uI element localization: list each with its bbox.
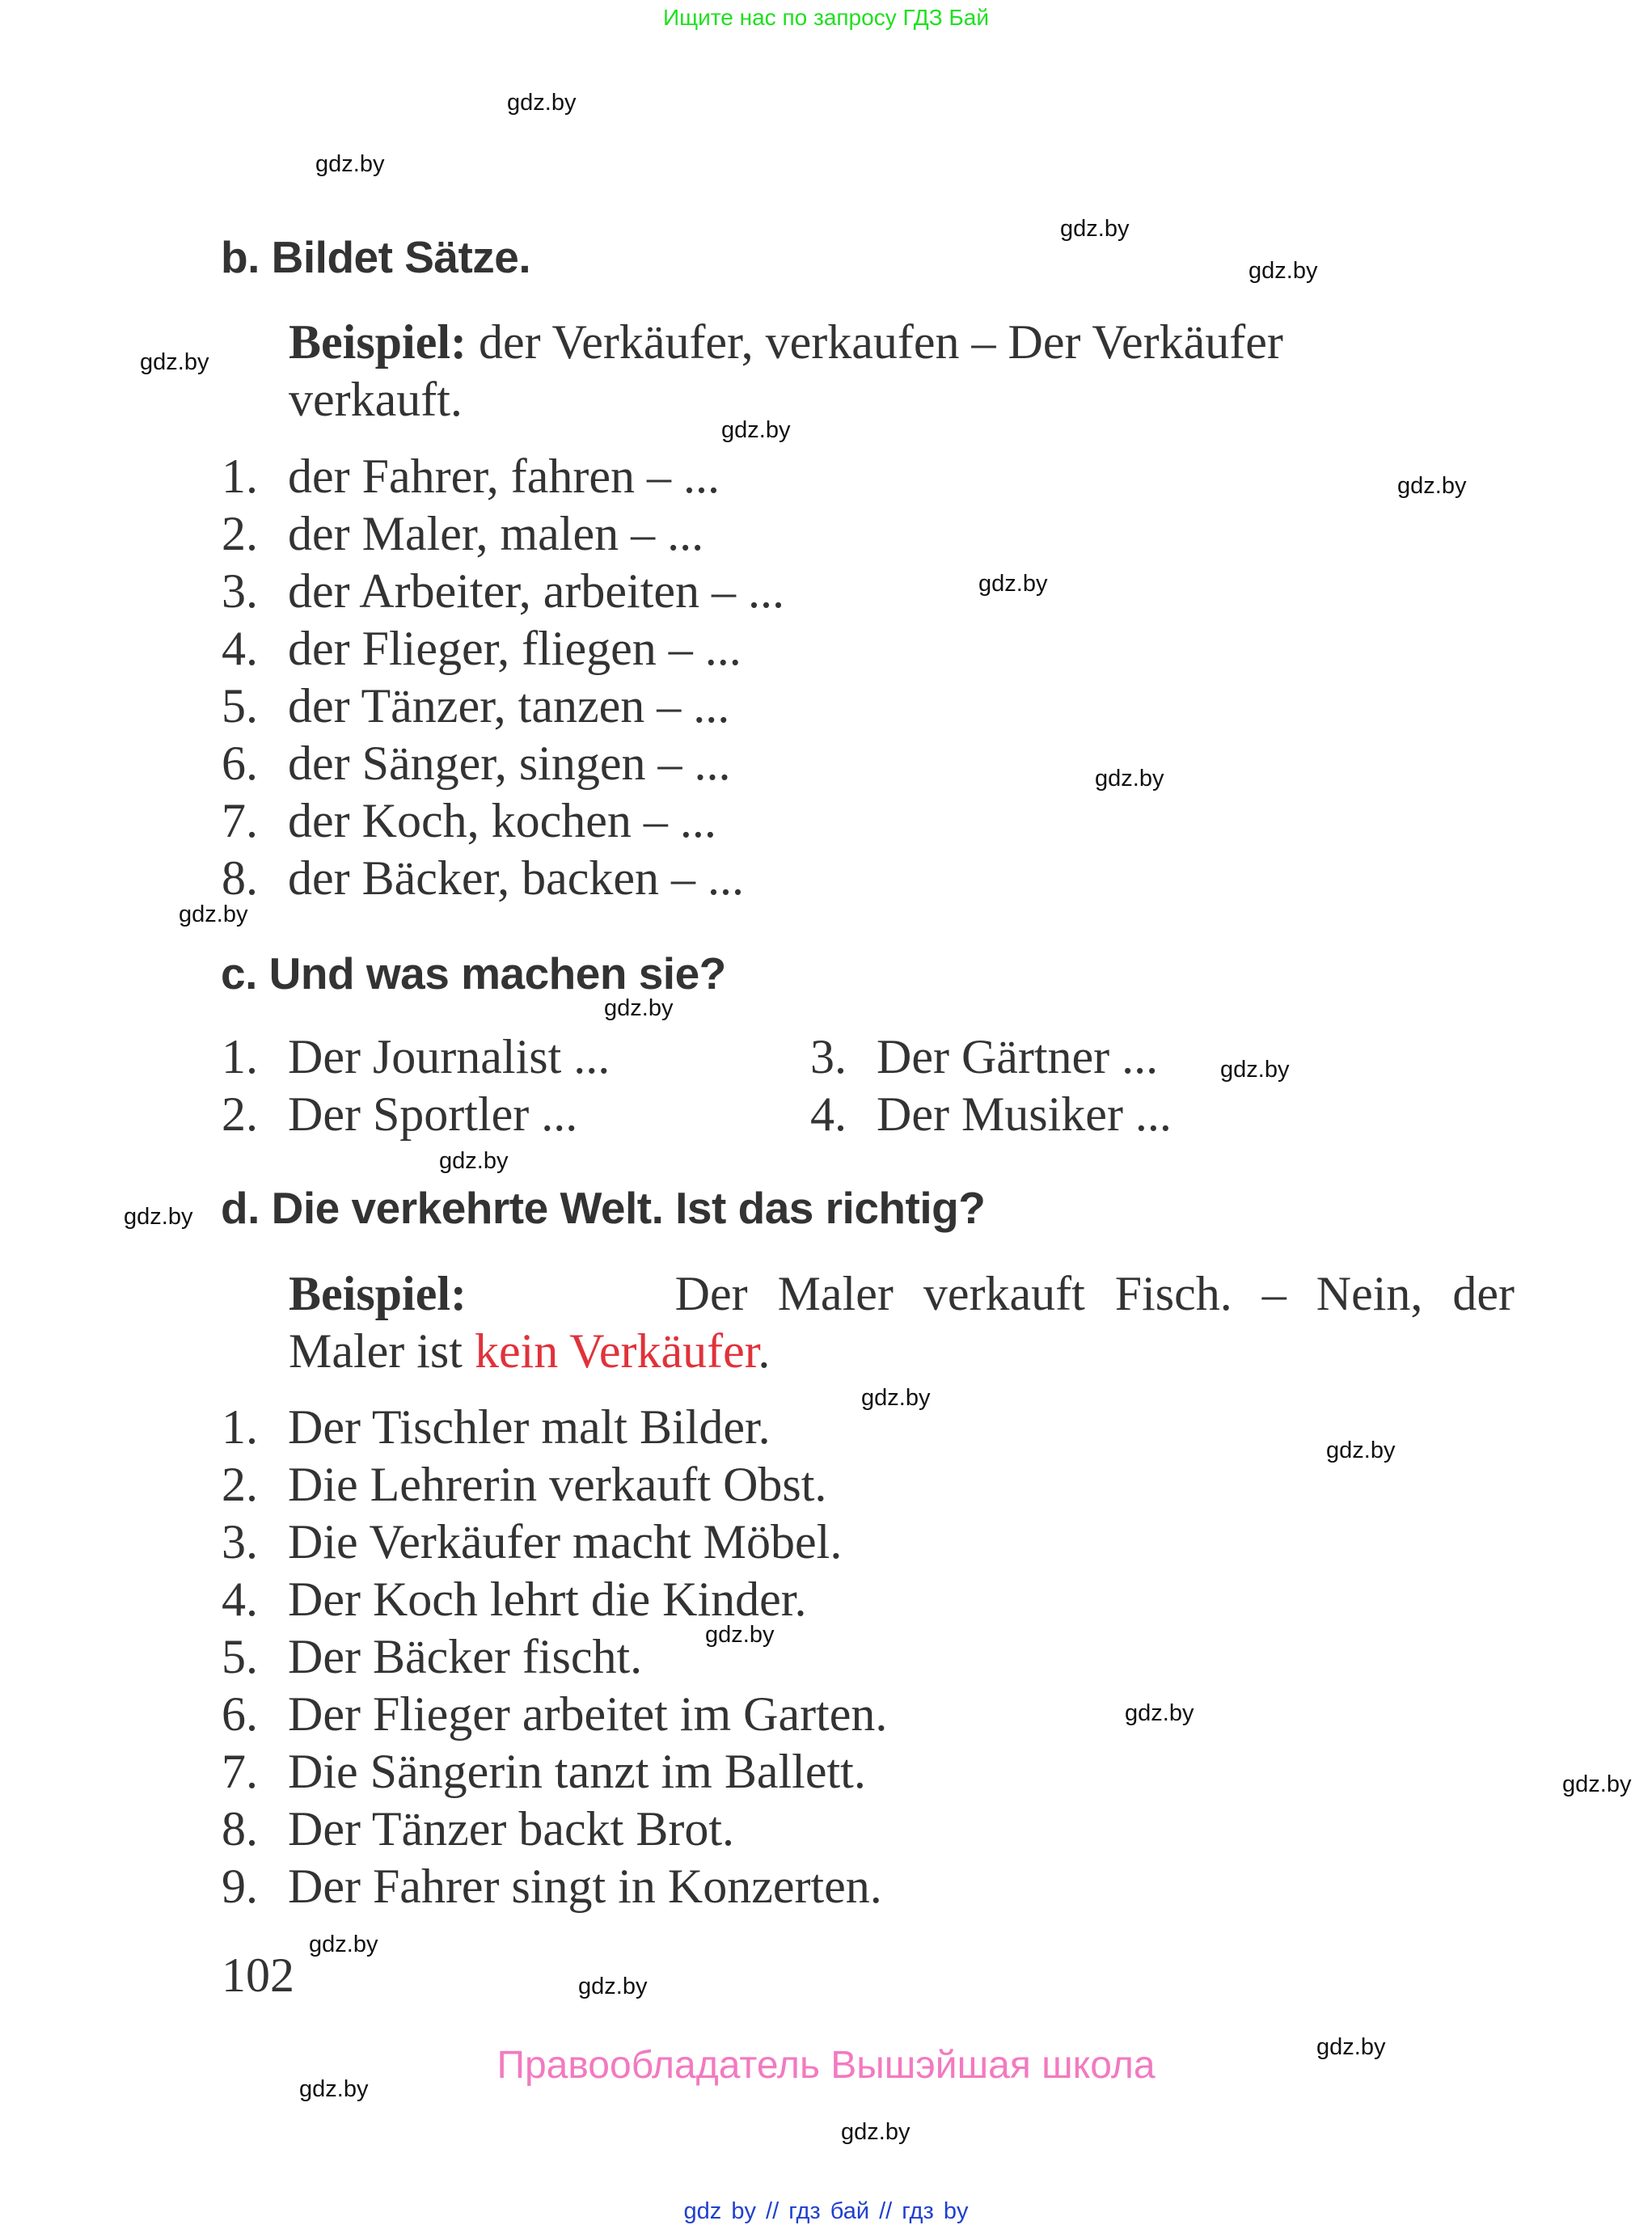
watermark: gdz.by <box>578 1974 648 1999</box>
watermark: gdz.by <box>124 1204 193 1230</box>
watermark: gdz.by <box>1125 1700 1194 1726</box>
watermark: gdz.by <box>978 571 1048 597</box>
watermark: gdz.by <box>604 995 674 1021</box>
watermark: gdz.by <box>140 349 209 375</box>
section-d-example-cont: Maler ist kein Verkäufer. <box>289 1324 771 1378</box>
footer-links[interactable]: gdz by // гдз бай // гдз by <box>683 2198 969 2224</box>
watermark: gdz.by <box>1249 258 1318 284</box>
section-d-example <box>289 1265 1515 1323</box>
list-item: 4. der Flieger, fliegen – ... <box>222 622 741 675</box>
list-item: 3. der Arbeiter, arbeiten – ... <box>222 564 785 618</box>
list-item: 1. Der Journalist ... <box>222 1030 611 1083</box>
list-item: 2. der Maler, malen – ... <box>222 507 704 560</box>
highlight-answer: kein Verkäufer <box>474 1324 758 1378</box>
section-b-example <box>289 314 1515 371</box>
example-label: Beispiel: <box>289 315 467 369</box>
section-d-heading: d. Die verkehrte Welt. Ist das richtig? <box>221 1183 986 1233</box>
list-item: 3. Die Verkäufer macht Möbel. <box>222 1515 843 1568</box>
example-text: der Verkäufer, verkaufen – Der Verkäufer <box>467 315 1283 369</box>
list-item: 4. Der Koch lehrt die Kinder. <box>222 1573 807 1626</box>
watermark: gdz.by <box>1326 1438 1396 1463</box>
list-item: 2. Der Sportler ... <box>222 1087 578 1141</box>
list-item: 4. Der Musiker ... <box>810 1087 1172 1141</box>
list-item: 1. der Fahrer, fahren – ... <box>222 450 720 503</box>
watermark: gdz.by <box>1095 766 1164 792</box>
section-c-heading: c. Und was machen sie? <box>221 948 726 999</box>
watermark: gdz.by <box>705 1622 775 1648</box>
list-item: 8. Der Tänzer backt Brot. <box>222 1802 734 1856</box>
watermark: gdz.by <box>1316 2034 1386 2060</box>
watermark: gdz.by <box>861 1385 931 1411</box>
list-item: 5. Der Bäcker fischt. <box>222 1630 643 1683</box>
watermark: gdz.by <box>721 417 791 443</box>
example-text: Der Maler verkauft Fisch. – Nein, der <box>674 1267 1515 1320</box>
list-item: 1. Der Tischler malt Bilder. <box>222 1400 771 1454</box>
watermark: gdz.by <box>1220 1057 1290 1083</box>
list-item: 8. der Bäcker, backen – ... <box>222 851 744 905</box>
watermark: gdz.by <box>299 2076 369 2102</box>
list-item: 9. Der Fahrer singt in Konzerten. <box>222 1860 882 1913</box>
watermark: gdz.by <box>439 1148 509 1174</box>
watermark: gdz.by <box>841 2119 911 2145</box>
watermark: gdz.by <box>1562 1771 1632 1797</box>
watermark: gdz.by <box>309 1932 378 1957</box>
watermark: gdz.by <box>1397 473 1467 499</box>
section-b-heading: b. Bildet Sätze. <box>221 232 531 282</box>
example-label: Beispiel: <box>289 1267 467 1320</box>
copyright-notice: Правообладатель Вышэйшая школа <box>496 2044 1156 2087</box>
list-item: 2. Die Lehrerin verkauft Obst. <box>222 1458 827 1511</box>
section-b-example-cont: verkauft. <box>289 373 463 426</box>
watermark: gdz.by <box>1060 216 1130 242</box>
search-hint-banner: Ищите нас по запросу ГДЗ Бай <box>662 5 990 30</box>
watermark: gdz.by <box>179 901 248 927</box>
list-item: 6. Der Flieger arbeitet im Garten. <box>222 1687 888 1741</box>
watermark: gdz.by <box>507 90 577 116</box>
list-item: 7. Die Sängerin tanzt im Ballett. <box>222 1745 866 1798</box>
list-item: 3. Der Gärtner ... <box>810 1030 1159 1083</box>
watermark: gdz.by <box>315 151 385 177</box>
list-item: 6. der Sänger, singen – ... <box>222 737 731 790</box>
page-number: 102 <box>222 1948 294 2002</box>
list-item: 5. der Tänzer, tanzen – ... <box>222 679 730 733</box>
list-item: 7. der Koch, kochen – ... <box>222 794 716 847</box>
